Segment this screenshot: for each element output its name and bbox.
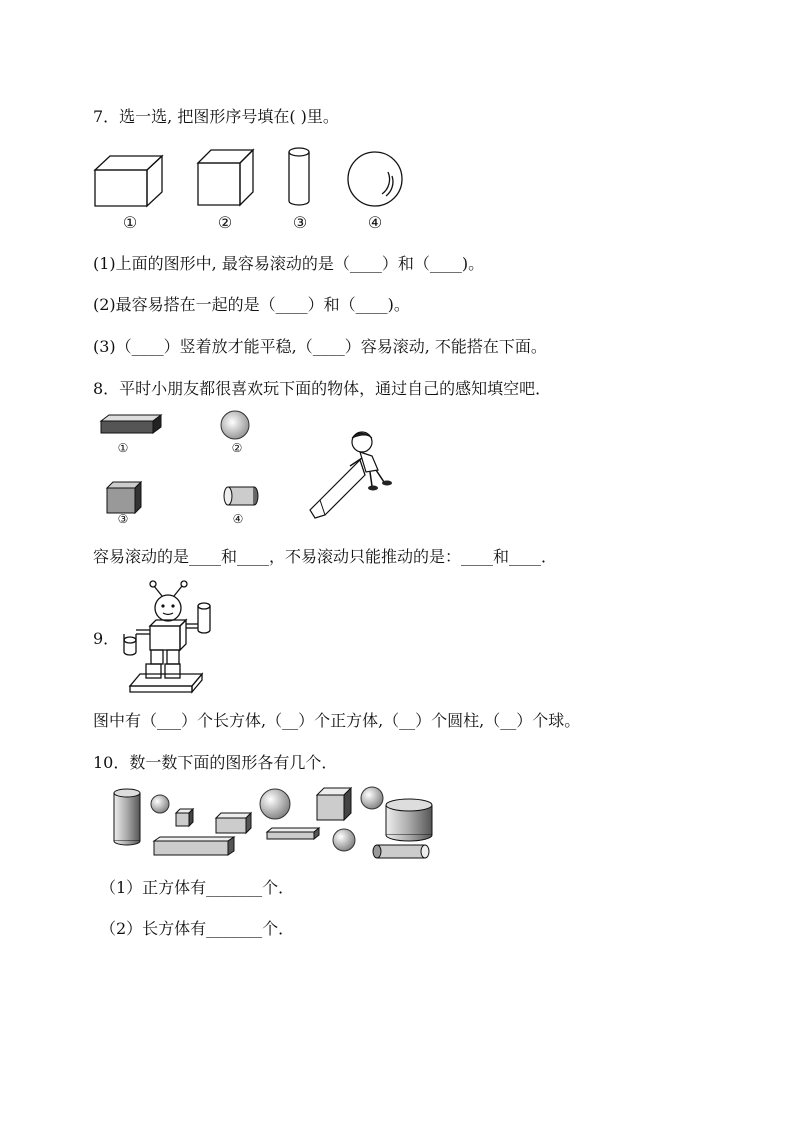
q8-fill: 容易滚动的是____和____，不易滚动只能推动的是：____和____． [93, 547, 558, 566]
q10-sub2: （2）长方体有_______个． [100, 919, 295, 938]
q9-fill: 图中有（___）个长方体,（__）个正方体,（__）个圆柱,（__）个球。 [93, 711, 581, 730]
child-pushing-blocks-illustration [300, 420, 400, 520]
q7-title: 7．选一选, 把图形序号填在( )里。 [93, 107, 339, 126]
q9-number: 9． [93, 629, 120, 648]
q10-title: 10．数一数下面的图形各有几个． [93, 753, 338, 772]
q10-sub1: （1）正方体有_______个． [100, 878, 295, 897]
q10-shapes-illustration [104, 783, 444, 863]
q7-label-3: ③ [292, 213, 308, 232]
q7-cube-figure [195, 145, 265, 210]
q8-label-4: ④ [232, 512, 244, 526]
q8-label-2: ② [231, 441, 243, 455]
robot-illustration [118, 578, 218, 698]
q8-ball-object [220, 410, 254, 444]
q7-sub2: (2)最容易搭在一起的是（____）和（____)。 [93, 295, 410, 314]
q7-cuboid-figure [92, 150, 172, 215]
q7-sphere-figure [346, 150, 410, 214]
q8-cylinder-object [222, 484, 262, 510]
q8-cube-object [105, 480, 145, 516]
q7-label-1: ① [122, 213, 138, 232]
q7-sub1: (1)上面的图形中, 最容易滚动的是（____）和（____)。 [93, 254, 485, 273]
q7-sub3: (3)（____）竖着放才能平稳,（____）容易滚动, 不能搭在下面。 [93, 337, 547, 356]
q8-label-3: ③ [117, 512, 129, 526]
q7-label-4: ④ [367, 213, 383, 232]
q8-title: 8．平时小朋友都很喜欢玩下面的物体，通过自己的感知填空吧． [93, 379, 552, 398]
q8-cuboid-object [99, 413, 165, 437]
q7-cylinder-figure [286, 146, 316, 211]
q7-label-2: ② [217, 213, 233, 232]
q8-label-1: ① [117, 441, 129, 455]
